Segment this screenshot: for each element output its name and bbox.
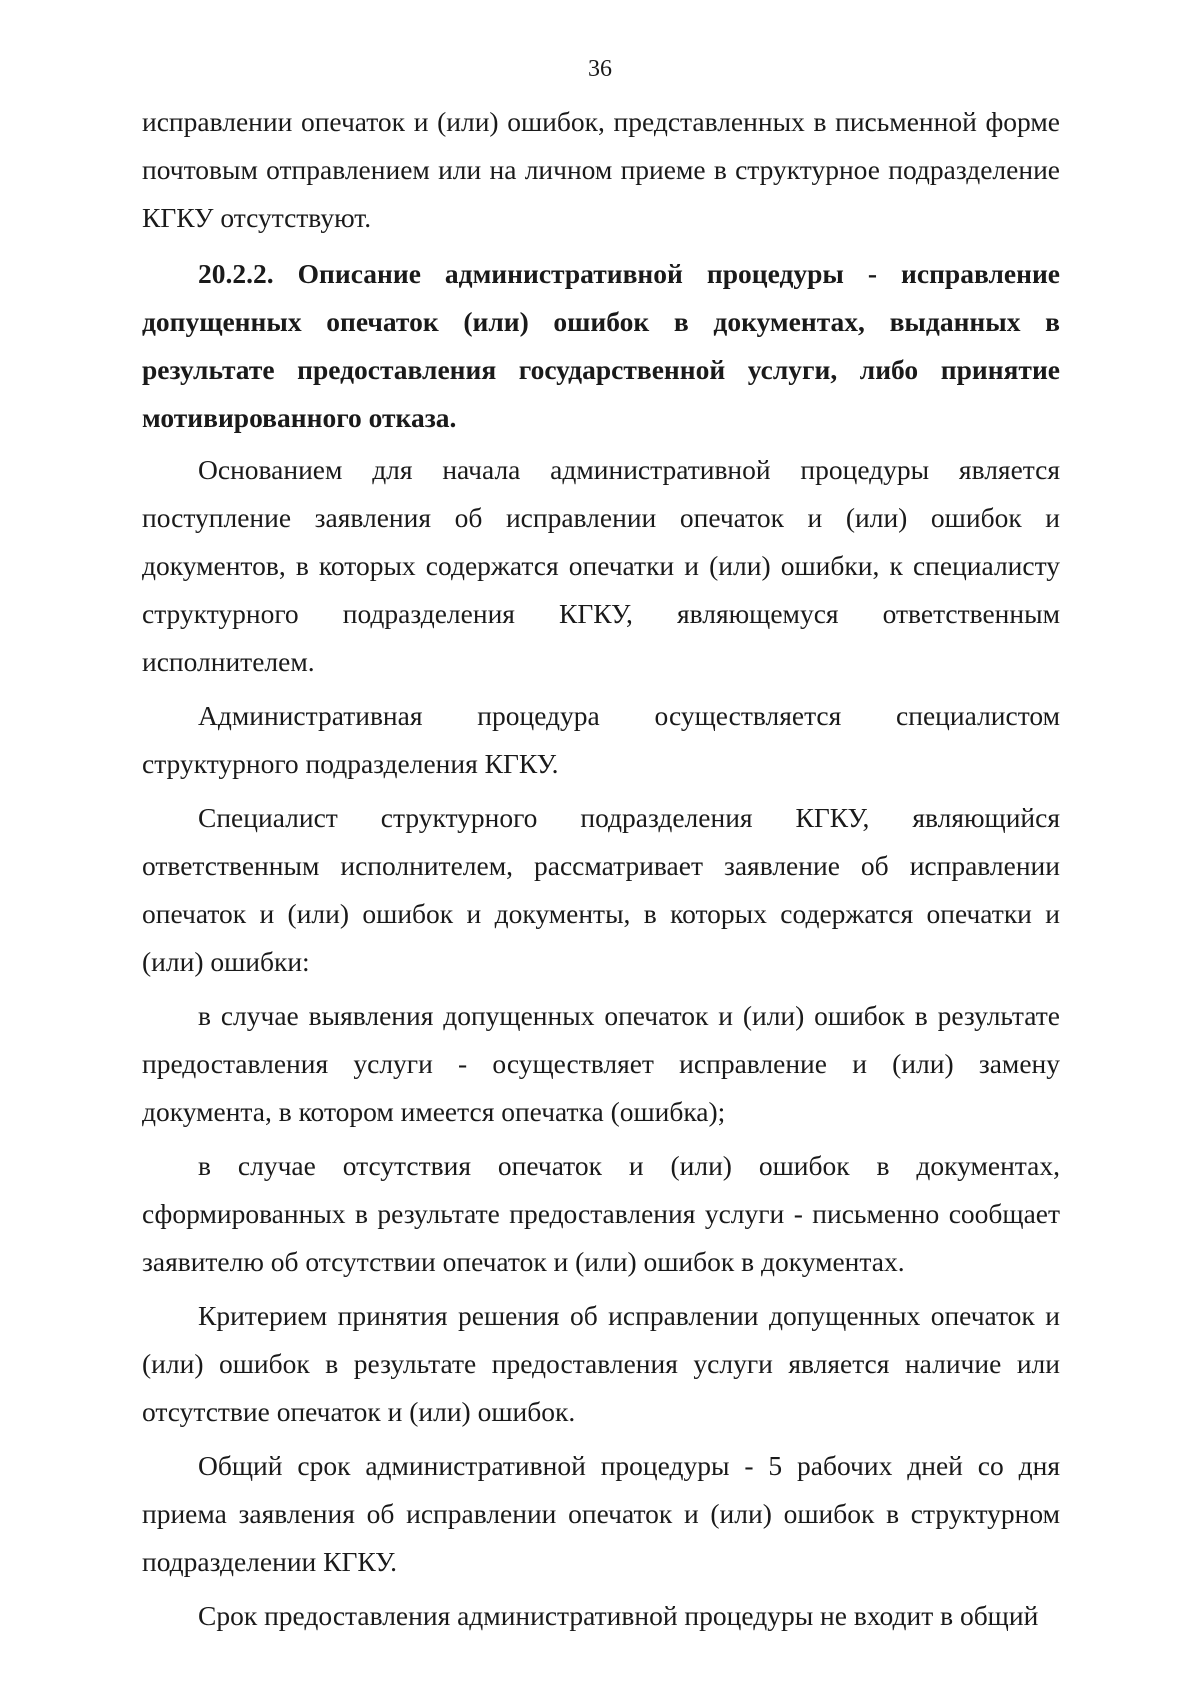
paragraph-continuation: исправлении опечаток и (или) ошибок, представленных в письменной форме почтовым отправлением или на личном приеме в структурное подразделение КГКУ отсутствуют. (142, 106, 1060, 233)
page-number: 36 (588, 56, 612, 82)
paragraph-specialist-review: Специалист структурного подразделения КГКУ, являющийся ответственным исполнителем, рассматривает заявление об исправлении опечаток и (или) ошибок и документы, в которых содержатся опечатки и (или) ошибки: (142, 802, 1060, 977)
paragraph-term-note: Срок предоставления административной процедуры не входит в общий (198, 1600, 1039, 1631)
paragraph-total-term: Общий срок административной процедуры - 5 рабочих дней со дня приема заявления об исправлении опечаток и (или) ошибок в структурном подразделении КГКУ. (142, 1450, 1060, 1577)
page-content (142, 98, 1060, 1646)
paragraph-procedure-performer: Административная процедура осуществляется специалистом структурного подразделения КГКУ. (142, 700, 1060, 779)
section-heading: 20.2.2. Описание административной процедуры - исправление допущенных опечаток (или) ошибок в документах, выданных в результате предоставления государственной услуги, либо принятие мотивированного отказа. (142, 258, 1060, 433)
paragraph-decision-criterion: Критерием принятия решения об исправлении допущенных опечаток и (или) ошибок в результате предоставления услуги является наличие или отсутствие опечаток и (или) ошибок. (142, 1300, 1060, 1427)
paragraph-errors-found: в случае выявления допущенных опечаток и (или) ошибок в результате предоставления услуги - осуществляет исправление и (или) замену документа, в котором имеется опечатка (ошибка); (142, 1000, 1060, 1127)
paragraph-basis: Основанием для начала административной процедуры является поступление заявления об исправлении опечаток и (или) ошибок и документов, в которых содержатся опечатки и (или) ошибки, к специалисту структурного подразделения КГКУ, являющемуся ответственным исполнителем. (142, 454, 1060, 677)
paragraph-errors-absent: в случае отсутствия опечаток и (или) ошибок в документах, сформированных в результате предоставления услуги - письменно сообщает заявителю об отсутствии опечаток и (или) ошибок в документах. (142, 1150, 1060, 1277)
